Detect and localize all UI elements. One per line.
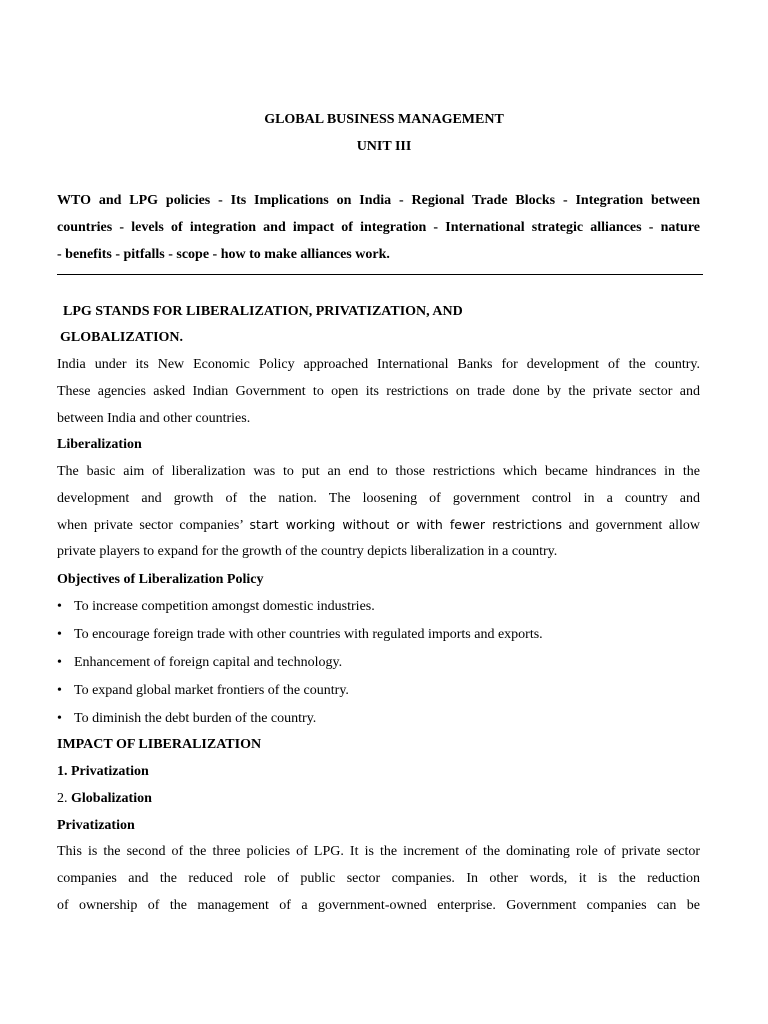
list-item: Enhancement of foreign capital and technology. [74,655,343,670]
paragraph-line: The basic aim of liberalization was to put an end to those restrictions which became hindrances in the [57,464,700,479]
bullet-icon: • [57,683,62,698]
text-run: when private sector companies’ [57,518,243,533]
paragraph-line: development and growth of the nation. The loosening of government control in a country and [57,491,700,506]
syllabus-line: WTO and LPG policies - Its Implications on India - Regional Trade Blocks - Integration between [57,193,700,208]
impact-item: 1. Privatization [57,764,149,779]
impact-heading: IMPACT OF LIBERALIZATION [57,737,262,752]
paragraph-line: between India and other countries. [57,411,251,426]
bullet-icon: • [57,655,62,670]
list-item: To diminish the debt burden of the country. [74,711,317,726]
paragraph-line: These agencies asked Indian Government to open its restrictions on trade done by the private sector and [57,384,700,399]
syllabus-line: countries - levels of integration and impact of integration - International strategic alliances - nature [57,220,700,235]
impact-item-label: Globalization [71,791,152,806]
paragraph-line: private players to expand for the growth of the country depicts liberalization in a country. [57,544,558,559]
list-item: To expand global market frontiers of the country. [74,683,349,698]
horizontal-rule [57,274,703,275]
impact-item-number: 2. [57,791,68,806]
privatization-heading: Privatization [57,818,135,833]
liberalization-heading: Liberalization [57,437,142,452]
text-run: and government allow [568,518,701,533]
text-run-alt-font: start working without or with fewer restrictions [249,517,563,532]
list-item: To increase competition amongst domestic industries. [74,599,375,614]
bullet-icon: • [57,627,62,642]
objectives-heading: Objectives of Liberalization Policy [57,572,264,587]
list-item: To encourage foreign trade with other countries with regulated imports and exports. [74,627,543,642]
bullet-icon: • [57,599,62,614]
paragraph-line-mixed [57,516,700,535]
section-heading: LPG STANDS FOR LIBERALIZATION, PRIVATIZATION, AND [63,304,463,319]
paragraph-line: companies and the reduced role of public sector companies. In other words, it is the reduction [57,871,700,886]
unit-label: UNIT III [356,139,412,154]
paragraph-line: of ownership of the management of a government-owned enterprise. Government companies can be [57,898,700,913]
document-title: GLOBAL BUSINESS MANAGEMENT [264,112,504,127]
syllabus-line: - benefits - pitfalls - scope - how to make alliances work. [57,247,390,262]
impact-item [57,790,152,808]
section-heading: GLOBALIZATION. [60,330,184,345]
paragraph-line: This is the second of the three policies of LPG. It is the increment of the dominating role of private sector [57,844,700,859]
paragraph-line: India under its New Economic Policy approached International Banks for development of the country. [57,357,700,372]
bullet-icon: • [57,711,62,726]
